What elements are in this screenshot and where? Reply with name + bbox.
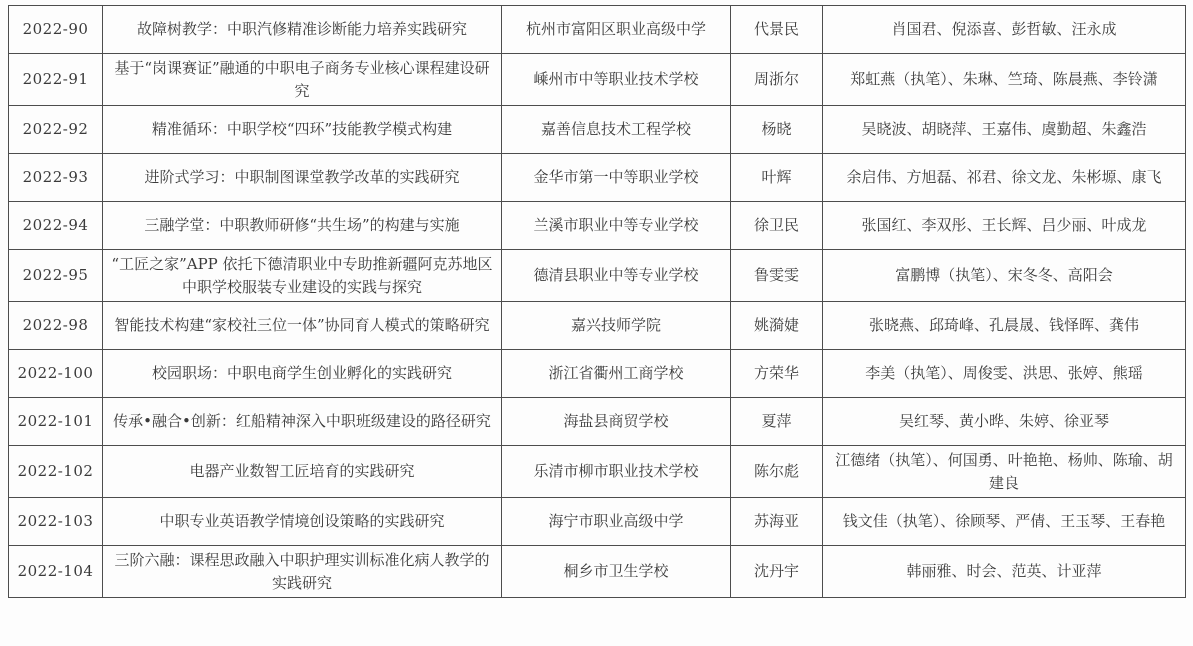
project-id-cell: 2022-90 [9, 6, 103, 54]
project-id-cell: 2022-103 [9, 498, 103, 546]
team-members-cell: 郑虹燕（执笔）、朱琳、竺琦、陈晨燕、李铃潇 [823, 54, 1186, 106]
team-members-cell: 吴红琴、黄小晔、朱婷、徐亚琴 [823, 398, 1186, 446]
table-row [9, 546, 1186, 598]
project-leader-cell: 沈丹宇 [731, 546, 823, 598]
team-members-cell: 吴晓波、胡晓萍、王嘉伟、虞勤超、朱鑫浩 [823, 106, 1186, 154]
table-row [9, 202, 1186, 250]
school-name-cell: 海盐县商贸学校 [502, 398, 731, 446]
team-members-cell: 李美（执笔）、周俊雯、洪思、张婷、熊瑶 [823, 350, 1186, 398]
project-title-cell: 精准循环：中职学校“四环”技能教学模式构建 [103, 106, 502, 154]
project-title-cell: 中职专业英语教学情境创设策略的实践研究 [103, 498, 502, 546]
project-id-cell: 2022-98 [9, 302, 103, 350]
team-members-cell: 余启伟、方旭磊、祁君、徐文龙、朱彬塬、康飞 [823, 154, 1186, 202]
school-name-cell: 浙江省衢州工商学校 [502, 350, 731, 398]
project-id-cell: 2022-100 [9, 350, 103, 398]
table-row [9, 250, 1186, 302]
project-leader-cell: 周浙尔 [731, 54, 823, 106]
table-row [9, 6, 1186, 54]
table-row [9, 498, 1186, 546]
project-leader-cell: 姚漪婕 [731, 302, 823, 350]
school-name-cell: 杭州市富阳区职业高级中学 [502, 6, 731, 54]
project-id-cell: 2022-102 [9, 446, 103, 498]
project-leader-cell: 鲁雯雯 [731, 250, 823, 302]
school-name-cell: 德清县职业中等专业学校 [502, 250, 731, 302]
school-name-cell: 嘉善信息技术工程学校 [502, 106, 731, 154]
project-leader-cell: 叶辉 [731, 154, 823, 202]
team-members-cell: 张国红、李双彤、王长辉、吕少丽、叶成龙 [823, 202, 1186, 250]
project-title-cell: 电器产业数智工匠培育的实践研究 [103, 446, 502, 498]
project-leader-cell: 杨晓 [731, 106, 823, 154]
table-row [9, 302, 1186, 350]
projects-table [8, 5, 1186, 598]
project-leader-cell: 方荣华 [731, 350, 823, 398]
project-leader-cell: 陈尔彪 [731, 446, 823, 498]
school-name-cell: 兰溪市职业中等专业学校 [502, 202, 731, 250]
project-leader-cell: 代景民 [731, 6, 823, 54]
project-id-cell: 2022-94 [9, 202, 103, 250]
table-row [9, 106, 1186, 154]
school-name-cell: 嘉兴技师学院 [502, 302, 731, 350]
project-title-cell: 智能技术构建“家校社三位一体”协同育人模式的策略研究 [103, 302, 502, 350]
table-row [9, 398, 1186, 446]
project-title-cell: 基于“岗课赛证”融通的中职电子商务专业核心课程建设研究 [103, 54, 502, 106]
project-leader-cell: 苏海亚 [731, 498, 823, 546]
project-title-cell: 进阶式学习：中职制图课堂教学改革的实践研究 [103, 154, 502, 202]
project-title-cell: 校园职场：中职电商学生创业孵化的实践研究 [103, 350, 502, 398]
projects-table-body [9, 6, 1186, 598]
table-row [9, 54, 1186, 106]
table-row [9, 154, 1186, 202]
team-members-cell: 钱文佳（执笔）、徐顾琴、严倩、王玉琴、王春艳 [823, 498, 1186, 546]
project-title-cell: 传承•融合•创新：红船精神深入中职班级建设的路径研究 [103, 398, 502, 446]
project-leader-cell: 夏萍 [731, 398, 823, 446]
school-name-cell: 海宁市职业高级中学 [502, 498, 731, 546]
project-id-cell: 2022-93 [9, 154, 103, 202]
school-name-cell: 嵊州市中等职业技术学校 [502, 54, 731, 106]
project-title-cell: 故障树教学：中职汽修精准诊断能力培养实践研究 [103, 6, 502, 54]
table-row [9, 350, 1186, 398]
table-row [9, 446, 1186, 498]
project-id-cell: 2022-95 [9, 250, 103, 302]
team-members-cell: 富鹏博（执笔）、宋冬冬、高阳会 [823, 250, 1186, 302]
school-name-cell: 金华市第一中等职业学校 [502, 154, 731, 202]
school-name-cell: 桐乡市卫生学校 [502, 546, 731, 598]
project-id-cell: 2022-104 [9, 546, 103, 598]
project-id-cell: 2022-101 [9, 398, 103, 446]
team-members-cell: 韩丽雅、时会、范英、计亚萍 [823, 546, 1186, 598]
project-title-cell: “工匠之家”APP 依托下德清职业中专助推新疆阿克苏地区中职学校服装专业建设的实践与探究 [103, 250, 502, 302]
team-members-cell: 张晓燕、邱琦峰、孔晨晟、钱怿晖、龚伟 [823, 302, 1186, 350]
team-members-cell: 肖国君、倪添喜、彭哲敏、汪永成 [823, 6, 1186, 54]
project-title-cell: 三阶六融：课程思政融入中职护理实训标准化病人教学的实践研究 [103, 546, 502, 598]
school-name-cell: 乐清市柳市职业技术学校 [502, 446, 731, 498]
project-leader-cell: 徐卫民 [731, 202, 823, 250]
team-members-cell: 江德绪（执笔）、何国勇、叶艳艳、杨帅、陈瑜、胡建良 [823, 446, 1186, 498]
project-title-cell: 三融学堂：中职教师研修“共生场”的构建与实施 [103, 202, 502, 250]
project-id-cell: 2022-91 [9, 54, 103, 106]
project-id-cell: 2022-92 [9, 106, 103, 154]
